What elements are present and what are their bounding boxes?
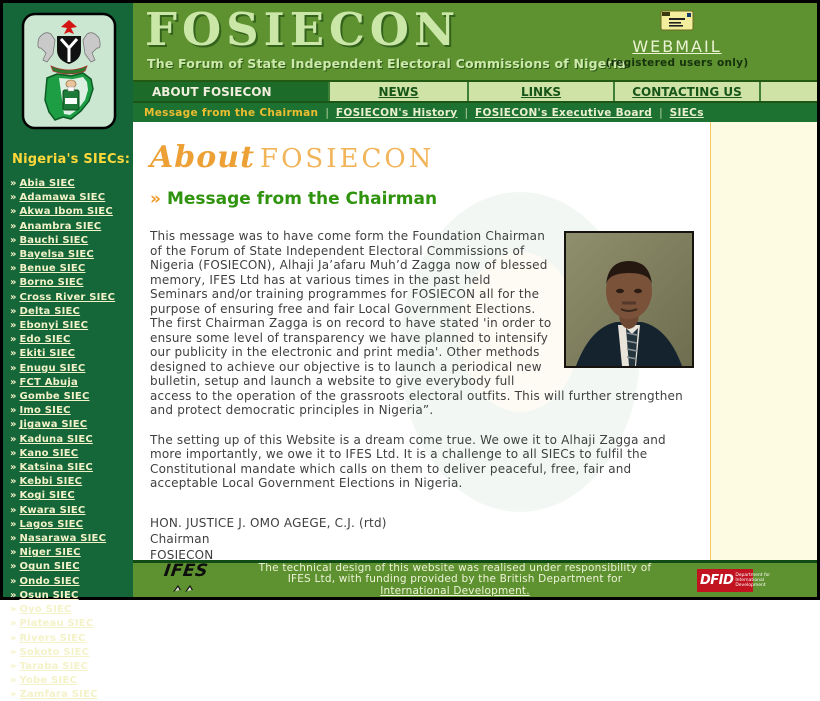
sidebar-item-link[interactable]: Cross River SIEC [19, 291, 116, 303]
sidebar-item[interactable] [10, 274, 133, 288]
sidebar-item[interactable] [10, 530, 133, 544]
double-chevron-icon: » [10, 504, 17, 516]
sidebar-item[interactable] [10, 431, 133, 445]
double-chevron-icon: » [10, 589, 17, 601]
heading-serif-word: FOSIECON [260, 144, 435, 174]
sidebar-item[interactable] [10, 502, 133, 516]
sidebar-siec-list [3, 175, 133, 701]
sidebar-item[interactable] [10, 303, 133, 317]
sidebar-item[interactable] [10, 445, 133, 459]
sidebar-item-link[interactable]: Yobe SIEC [19, 675, 77, 687]
sidebar-item[interactable] [10, 289, 133, 303]
main-nav [133, 80, 817, 103]
sidebar-item[interactable] [10, 189, 133, 203]
footer-credit-line2: IFES Ltd, with funding provided by the British Department for [287, 573, 623, 586]
ifes-birds-icon [171, 584, 201, 593]
sidebar-item-link[interactable]: Kano SIEC [19, 447, 79, 459]
sidebar-item[interactable] [10, 658, 133, 672]
body-text [150, 229, 694, 563]
ifes-logo[interactable] [155, 560, 217, 597]
tab-contacting-us[interactable]: CONTACTING US [615, 82, 761, 101]
section-title-text: Message from the Chairman [166, 189, 438, 209]
double-chevron-icon: » [10, 178, 17, 189]
sidebar-item[interactable] [10, 402, 133, 416]
webmail-block [567, 10, 787, 69]
subnav-separator: | [659, 106, 663, 119]
double-chevron-icon: » [10, 419, 17, 431]
sidebar-item-link[interactable]: Edo SIEC [19, 334, 71, 346]
double-chevron-icon: » [10, 249, 17, 261]
sidebar-item[interactable] [10, 218, 133, 232]
sidebar-item[interactable] [10, 232, 133, 246]
sidebar-item[interactable] [10, 686, 133, 700]
double-chevron-icon: » [10, 575, 17, 587]
double-chevron-icon: » [10, 518, 17, 530]
signature-block [150, 515, 694, 563]
double-chevron-icon: » [10, 433, 17, 445]
content-row [133, 122, 817, 560]
sidebar-item[interactable] [10, 260, 133, 274]
subnav-current-page: Message from the Chairman [144, 106, 319, 119]
sidebar-item-link[interactable]: Lagos SIEC [19, 518, 84, 530]
main-column [133, 3, 817, 597]
sidebar-item-link[interactable]: Kaduna SIEC [19, 433, 93, 445]
sidebar-item-link[interactable]: Ebonyi SIEC [19, 320, 89, 332]
sidebar-item-link[interactable]: Sokoto SIEC [19, 646, 90, 658]
paragraph-2: The setting up of this Website is a dream come true. We owe it to Alhaji Zagga and more importantly, we owe it to IFES Ltd. It is a challenge to all SIECs to fulfil the Constitutional mandate which calls on them to deliver peaceful, free, fair and acceptable Local Government Elections in Nigeria. [150, 432, 666, 490]
double-chevron-icon: » [10, 334, 17, 346]
tab-news[interactable]: NEWS [330, 82, 469, 101]
double-chevron-icon: » [10, 462, 17, 474]
sidebar-item-link[interactable]: Niger SIEC [19, 547, 81, 559]
sidebar-item-link[interactable]: Gombe SIEC [19, 391, 90, 403]
sidebar-item[interactable] [10, 416, 133, 430]
signature-org: FOSIECON [150, 547, 214, 562]
double-chevron-icon: » [10, 206, 17, 218]
double-chevron-icon: » [10, 305, 17, 317]
double-chevron-icon: » [10, 391, 17, 403]
signature-name: HON. JUSTICE J. OMO AGEGE, C.J. (rtd) [150, 515, 387, 530]
double-chevron-icon: » [10, 490, 17, 502]
fosiecon-coat-of-arms-logo [21, 12, 117, 130]
double-chevron-icon: » [10, 291, 17, 303]
double-chevron-icon: » [10, 604, 17, 616]
sidebar-item[interactable] [10, 345, 133, 359]
sidebar-item-link[interactable]: Enugu SIEC [19, 362, 86, 374]
sidebar-item[interactable] [10, 672, 133, 686]
tab-links[interactable]: LINKS [469, 82, 615, 101]
sidebar-title: Nigeria's SIECs: [12, 152, 131, 167]
sidebar-item-link[interactable]: Jigawa SIEC [19, 419, 88, 431]
sidebar-item-link[interactable]: Kogi SIEC [19, 490, 75, 502]
sidebar-item[interactable] [10, 459, 133, 473]
sidebar-item[interactable] [10, 317, 133, 331]
sidebar-item-link[interactable]: Nasarawa SIEC [19, 533, 107, 545]
double-chevron-icon: » [10, 277, 17, 289]
double-chevron-icon: » [10, 675, 17, 687]
sidebar-item[interactable] [10, 544, 133, 558]
signature-role: Chairman [150, 531, 210, 546]
double-chevron-icon: » [10, 362, 17, 374]
sidebar [3, 3, 133, 701]
sidebar-item[interactable] [10, 601, 133, 615]
paragraph-1: This message was to have come form the Foundation Chairman of the Forum of State Independent Electoral Commissions of Nigeria (FOSIECON), Alhaji Ja’afaru Muh’d Zagga now of blessed memory, IFES Ltd has at various times in the past held Seminars and/or training programmes for FOSIECON all for the purpose of ensuring free and fair Local Government Elections. The first Chairman Zagga is on record to have stated 'in order to ensure some level of transparency we have planned to intensify our publicity in the electronic and print media'. Other methods designed to achieve our objective is to launch a periodical new bulletin, setup and launch a website to give everybody full access to the operation of the grassroots electoral outfits. This will further strengthen and protect democratic principles in Nigeria”. [150, 229, 683, 417]
webmail-note: (registered users only) [605, 57, 749, 69]
double-chevron-icon: » [10, 632, 17, 644]
sub-nav [133, 103, 817, 122]
double-chevron-icon: » [10, 533, 17, 545]
webmail-link[interactable]: WEBMAIL [632, 37, 722, 56]
subnav-link-history[interactable]: FOSIECON's History [335, 106, 458, 119]
double-chevron-icon: » [10, 192, 17, 204]
sidebar-item[interactable] [10, 644, 133, 658]
right-spacer-column [710, 122, 817, 560]
footer [133, 560, 817, 597]
double-chevron-icon: » [10, 646, 17, 658]
double-chevron-icon: » [10, 476, 17, 488]
sidebar-item[interactable] [10, 615, 133, 629]
sidebar-item-link[interactable]: Bayelsa SIEC [19, 249, 94, 261]
double-chevron-icon: » [10, 405, 17, 417]
footer-credit-line1: The technical design of this website was realised under responsibility of [258, 561, 652, 574]
subnav-link-siecs[interactable]: SIECs [669, 106, 704, 119]
chairman-photo [564, 231, 694, 368]
section-chevron-icon: » [150, 189, 161, 209]
sidebar-item[interactable] [10, 246, 133, 260]
sidebar-item-link[interactable]: Borno SIEC [19, 277, 84, 289]
sidebar-item[interactable] [10, 516, 133, 530]
dfid-logo-subtext: Department for International Development [735, 572, 771, 588]
sidebar-item-link[interactable]: Adamawa SIEC [19, 192, 106, 204]
double-chevron-icon: » [10, 234, 17, 246]
sidebar-item-link[interactable]: Ogun SIEC [19, 561, 80, 573]
site-title: FOSIECON [145, 3, 461, 56]
sidebar-item-link[interactable]: Kebbi SIEC [19, 476, 83, 488]
subnav-separator: | [325, 106, 329, 119]
footer-credit-text [245, 563, 665, 598]
double-chevron-icon: » [10, 348, 17, 360]
envelope-icon[interactable] [660, 10, 694, 31]
sidebar-item-link[interactable]: Ondo SIEC [19, 575, 80, 587]
section-title [150, 189, 694, 209]
double-chevron-icon: » [10, 618, 17, 630]
sidebar-item-link[interactable]: Rivers SIEC [19, 632, 86, 644]
sidebar-item-link[interactable]: Ekiti SIEC [19, 348, 76, 360]
sidebar-item-link[interactable]: Oyo SIEC [19, 604, 72, 616]
double-chevron-icon: » [10, 660, 17, 672]
sidebar-item-link[interactable]: Akwa Ibom SIEC [19, 206, 113, 218]
sidebar-item-link[interactable]: Abia SIEC [19, 178, 75, 189]
footer-credit-line3[interactable]: International Development. [380, 584, 530, 597]
double-chevron-icon: » [10, 561, 17, 573]
subnav-link-executive-board[interactable]: FOSIECON's Executive Board [475, 106, 653, 119]
sidebar-item-link[interactable]: Katsina SIEC [19, 462, 93, 474]
sidebar-item[interactable] [10, 175, 133, 189]
double-chevron-icon: » [10, 220, 17, 232]
sidebar-item-link[interactable]: Osun SIEC [19, 589, 79, 601]
sidebar-item-link[interactable]: Bauchi SIEC [19, 234, 89, 246]
sidebar-item[interactable] [10, 587, 133, 601]
tab-about-fosiecon[interactable]: ABOUT FOSIECON [133, 82, 330, 101]
sidebar-item-link[interactable]: Zamfara SIEC [19, 689, 98, 701]
double-chevron-icon: » [10, 447, 17, 459]
double-chevron-icon: » [10, 547, 17, 559]
sidebar-item-link[interactable]: Imo SIEC [19, 405, 71, 417]
heading-script-word: About [150, 140, 255, 175]
dfid-logo[interactable] [697, 569, 771, 592]
sidebar-item[interactable] [10, 203, 133, 217]
ifes-logo-text: IFES [162, 560, 210, 581]
sidebar-item[interactable] [10, 360, 133, 374]
sidebar-item[interactable] [10, 630, 133, 644]
sidebar-item-link[interactable]: Delta SIEC [19, 305, 81, 317]
double-chevron-icon: » [10, 320, 17, 332]
sidebar-item[interactable] [10, 374, 133, 388]
sidebar-item-link[interactable]: FCT Abuja [19, 376, 78, 388]
header [133, 3, 817, 80]
double-chevron-icon: » [10, 689, 17, 701]
sidebar-item-link[interactable]: Taraba SIEC [19, 660, 89, 672]
page-heading [150, 140, 694, 175]
site-tagline: The Forum of State Independent Electoral Commissions of Nigeria [147, 56, 626, 71]
double-chevron-icon: » [10, 376, 17, 388]
double-chevron-icon: » [10, 263, 17, 275]
sidebar-item[interactable] [10, 573, 133, 587]
nav-filler [761, 82, 817, 101]
sidebar-item[interactable] [10, 473, 133, 487]
sidebar-item[interactable] [10, 331, 133, 345]
sidebar-item-link[interactable]: Benue SIEC [19, 263, 86, 275]
sidebar-item[interactable] [10, 558, 133, 572]
sidebar-item-link[interactable]: Kwara SIEC [19, 504, 86, 516]
main-content [133, 122, 710, 560]
dfid-logo-text: DFID [700, 572, 734, 588]
sidebar-item[interactable] [10, 388, 133, 402]
sidebar-item[interactable] [10, 487, 133, 501]
subnav-separator: | [464, 106, 468, 119]
sidebar-item-link[interactable]: Plateau SIEC [19, 618, 94, 630]
sidebar-item-link[interactable]: Anambra SIEC [19, 220, 102, 232]
